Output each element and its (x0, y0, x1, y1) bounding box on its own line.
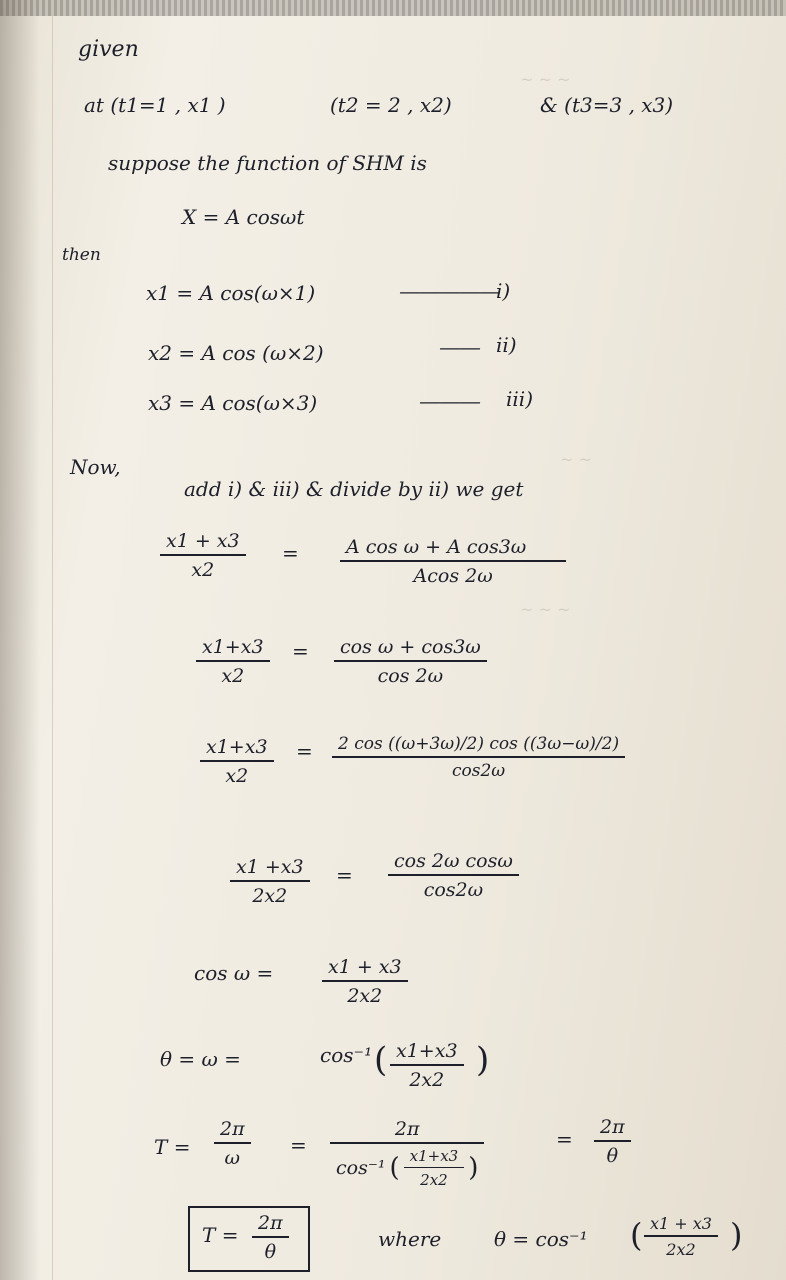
step1-rhs-den: Acos 2ω (413, 564, 493, 587)
step2-rhs-num: cos ω + cos3ω (340, 636, 481, 658)
cos-omega-den: 2x2 (347, 984, 383, 1007)
suppose-line: suppose the function of SHM is (108, 151, 427, 175)
condition-1: at (t1=1 , x1 ) (84, 93, 226, 117)
step4-lhs-den: 2x2 (252, 884, 288, 907)
step4-rhs-num: cos 2ω cosω (394, 850, 513, 872)
theta-den: 2x2 (409, 1068, 445, 1091)
step2-rhs-den: cos 2ω (377, 664, 444, 687)
cos-omega-num: x1 + x3 (328, 956, 402, 978)
final-den: θ (264, 1240, 277, 1263)
equation-2-tag: ii) (496, 333, 517, 357)
period-frac3 (594, 1116, 631, 1167)
final-num: 2π (258, 1212, 283, 1234)
condition-2: (t2 = 2 , x2) (330, 93, 452, 117)
paren-close: ) (476, 1040, 490, 1080)
period-frac1 (214, 1118, 251, 1169)
equals-sign: = (296, 739, 313, 763)
page-shadow (0, 0, 40, 1280)
heading-given: given (78, 37, 139, 62)
where-frac (644, 1214, 718, 1259)
step4-lhs (230, 856, 310, 907)
step3-lhs-num: x1+x3 (206, 736, 268, 758)
period-inner-num: x1+x3 (409, 1146, 459, 1165)
step1-rhs (340, 536, 566, 587)
period-frac3-num: 2π (600, 1116, 625, 1138)
theta-lhs: θ = ω = (160, 1047, 241, 1071)
equation-3-dash: ――― (420, 389, 480, 413)
step1-lhs-num: x1 + x3 (166, 530, 240, 552)
equation-1-tag: i) (496, 279, 511, 303)
theta-num: x1+x3 (396, 1040, 458, 1062)
period-frac2-func: cos⁻¹ (336, 1156, 386, 1179)
period-frac1-den: ω (224, 1146, 241, 1169)
equation-2: x2 = A cos (ω×2) (148, 341, 324, 365)
step3-lhs (200, 736, 274, 787)
step4-lhs-num: x1 +x3 (236, 856, 304, 878)
bleed-through-text: ~ ~ (560, 450, 592, 469)
period-eq: = (290, 1133, 307, 1157)
where-den: 2x2 (666, 1239, 696, 1259)
period-frac2-num: 2π (394, 1118, 420, 1140)
step1-lhs (160, 530, 246, 581)
step3-rhs (332, 734, 625, 781)
equation-1: x1 = A cos(ω×1) (146, 281, 316, 305)
period-frac2 (330, 1118, 484, 1189)
step2-lhs-num: x1+x3 (202, 636, 264, 658)
paren-close: ) (730, 1216, 743, 1254)
now-label: Now, (70, 455, 121, 479)
period-eq-2: = (556, 1127, 573, 1151)
step1-lhs-den: x2 (191, 558, 215, 581)
period-frac1-num: 2π (220, 1118, 245, 1140)
step4-rhs-den: cos2ω (423, 878, 484, 901)
step1-rhs-num: A cos ω + A cos3ω (346, 536, 527, 558)
period-inner-frac (404, 1147, 465, 1190)
period-lhs: T = (154, 1135, 191, 1159)
cos-omega-lhs: cos ω = (194, 961, 274, 985)
step4-rhs (388, 850, 519, 901)
step2-lhs-den: x2 (221, 664, 245, 687)
equals-sign: = (292, 639, 309, 663)
where-label: where (378, 1227, 442, 1251)
equals-sign: = (282, 541, 299, 565)
period-frac3-den: θ (606, 1144, 619, 1167)
bleed-through-text: ~ ~ ~ (520, 70, 571, 89)
step2-rhs (334, 636, 487, 687)
then-label: then (62, 245, 101, 265)
final-frac (252, 1212, 289, 1263)
bleed-through-text: ~ ~ ~ (520, 600, 571, 619)
period-frac2-den (330, 1144, 484, 1190)
equation-1-dash: ――――― (400, 279, 500, 303)
equation-2-dash: ―― (440, 335, 480, 359)
paren-close: ) (468, 1152, 479, 1183)
step3-lhs-den: x2 (225, 764, 249, 787)
cos-omega-rhs (322, 956, 408, 1007)
step3-rhs-den: cos2ω (451, 760, 506, 781)
paren-open: ( (389, 1152, 400, 1183)
theta-frac (390, 1040, 464, 1091)
function-line: X = A cosωt (182, 205, 305, 229)
margin-line (52, 16, 53, 1280)
where-text: θ = cos⁻¹ (494, 1227, 588, 1251)
paren-open: ( (374, 1040, 388, 1080)
equation-3-tag: iii) (506, 387, 533, 411)
condition-3: & (t3=3 , x3) (540, 93, 674, 117)
paren-open: ( (630, 1216, 643, 1254)
period-inner-den: 2x2 (420, 1171, 448, 1189)
final-lhs: T = (202, 1223, 239, 1247)
equals-sign: = (336, 863, 353, 887)
spiral-binding (0, 0, 786, 16)
equation-3: x3 = A cos(ω×3) (148, 391, 318, 415)
where-num: x1 + x3 (650, 1214, 712, 1233)
step2-lhs (196, 636, 270, 687)
now-text: add i) & iii) & divide by ii) we get (184, 477, 524, 501)
step3-rhs-num: 2 cos ((ω+3ω)/2) cos ((3ω−ω)/2) (338, 734, 620, 754)
theta-func: cos⁻¹ (320, 1043, 373, 1067)
